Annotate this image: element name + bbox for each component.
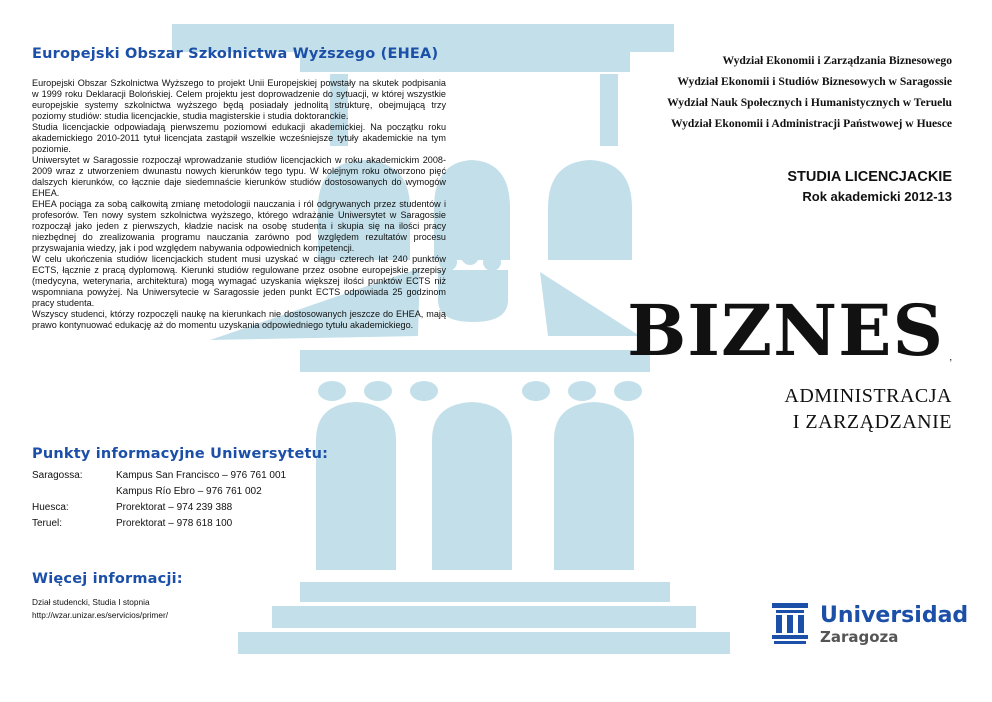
ehea-paragraph: Europejski Obszar Szkolnictwa Wyższego to projekt Unii Europejskiej powstały na skutek podpisania w 1999 roku Deklaracji Bolońskiej. Celem projektu jest doprowadzenie do sytuacji, w której wszystkie europejskie systemy szkolnictwa wyższego będą posiadały jednolitą strukturę, obejmującą trzy poziomy studiów: studia licencjackie, studia magisterskie i studia doktoranckie.: [32, 78, 446, 121]
contact-row: [32, 484, 286, 500]
degree-subtitle-line: ADMINISTRACJA: [784, 385, 952, 407]
contact-city: Teruel:: [32, 518, 63, 529]
contacts-title: Punkty informacyjne Uniwersytetu:: [32, 446, 329, 462]
contact-row: [32, 468, 286, 484]
logo-city: Zaragoza: [820, 628, 899, 646]
ehea-section: [32, 46, 446, 331]
ehea-body: [32, 78, 446, 331]
ehea-paragraph: Uniwersytet w Saragossie rozpoczął wprowadzanie studiów licencjackich w roku akademickim 2008-2009 wraz z utworzeniem dwunastu nowych kierunków tego typu. W kolejnym roku otworzono pięć dalszych kierunków, co łącznie daje siedemnaście kierunków studiów dostosowanych do wymogów EHEA.: [32, 155, 446, 198]
contact-info: Kampus San Francisco – 976 761 001: [116, 470, 287, 481]
ehea-paragraph: EHEA pociąga za sobą całkowitą zmianę metodologii nauczania i ról odgrywanych przez studentów i profesorów. Ten nowy system szkolnictwa wyższego, którego wdrażanie Uniwersytet w Saragossie rozpoczął jako jeden z pierwszych, kładzie nacisk na osobę studenta i skupia się na ilości pracy niezbędnej do zrealizowania programu nauczania zarówno pod względem rezultatów procesu przyswajania wiedzy, jak i pod względem nabywania odpowiednich kompetencji.: [32, 199, 446, 253]
more-info-department: Dział studencki, Studia I stopnia: [32, 597, 150, 607]
contact-city: Saragossa:: [32, 470, 83, 481]
more-info: [32, 596, 168, 622]
degree-title: BIZNES: [627, 289, 944, 372]
contact-row: [32, 500, 286, 516]
contact-info: Prorektorat – 974 239 388: [116, 502, 233, 513]
more-info-link[interactable]: http://wzar.unizar.es/servicios/primer/: [32, 610, 169, 620]
degree-comma: ,: [949, 352, 952, 363]
ehea-paragraph: W celu ukończenia studiów licencjackich student musi uzyskać w ciągu czterech lat 240 punktów ECTS, łącznie z pracą dyplomową. Kierunki studiów regulowane przez osobne europejskie przepisy (medycyna, weterynaria, architektura) mogą wymagać uzyskania większej ilości punktów ECTS niż wspomniana powyżej. Na Uniwersytecie w Saragossie jeden punkt ECTS odpowiada 25 godzinom pracy studenta.: [32, 254, 446, 308]
degree-subtitle: [784, 383, 952, 435]
faculty-name: Wydział Ekonomii i Zarządzania Biznesowego: [722, 54, 952, 67]
faculty-name: Wydział Nauk Społecznych i Humanistycznych w Teruelu: [667, 96, 952, 109]
logo-name: Universidad: [820, 603, 969, 628]
contact-info: Prorektorat – 978 618 100: [116, 518, 233, 529]
faculty-name: Wydział Ekonomii i Studiów Biznesowych w Saragossie: [677, 75, 952, 88]
ehea-paragraph: Wszyscy studenci, którzy rozpoczęli naukę na kierunkach nie dostosowanych jeszcze do EHEA, mają prawo kontynuować edukację aż do momentu uzyskania odpowiedniego tytułu akademickiego.: [32, 309, 446, 330]
studia-block: [787, 167, 952, 207]
ehea-title: Europejski Obszar Szkolnictwa Wyższego (EHEA): [32, 46, 439, 62]
faculty-name: Wydział Ekonomii i Administracji Państwowej w Huesce: [670, 117, 952, 130]
contact-row: [32, 516, 286, 532]
contact-info: Kampus Río Ebro – 976 761 002: [116, 486, 262, 497]
university-logo-icon: [770, 601, 810, 651]
more-info-title: Więcej informacji:: [32, 571, 183, 587]
academic-year: Rok akademicki 2012-13: [802, 189, 952, 204]
contact-city: Huesca:: [32, 502, 69, 513]
contacts-list: [32, 468, 286, 532]
contact-city: [32, 484, 116, 500]
degree-subtitle-line: I ZARZĄDZANIE: [792, 411, 952, 433]
studia-title: STUDIA LICENCJACKIE: [787, 169, 952, 185]
ehea-paragraph: Studia licencjackie odpowiadają pierwszemu poziomowi edukacji akademickiej. Na początku roku akademickiego 2010-2011 tytuł licencjata zastąpił wszelkie wcześniejsze tytuły akademickie na tym poziomie.: [32, 122, 446, 154]
faculty-list: [667, 50, 952, 134]
